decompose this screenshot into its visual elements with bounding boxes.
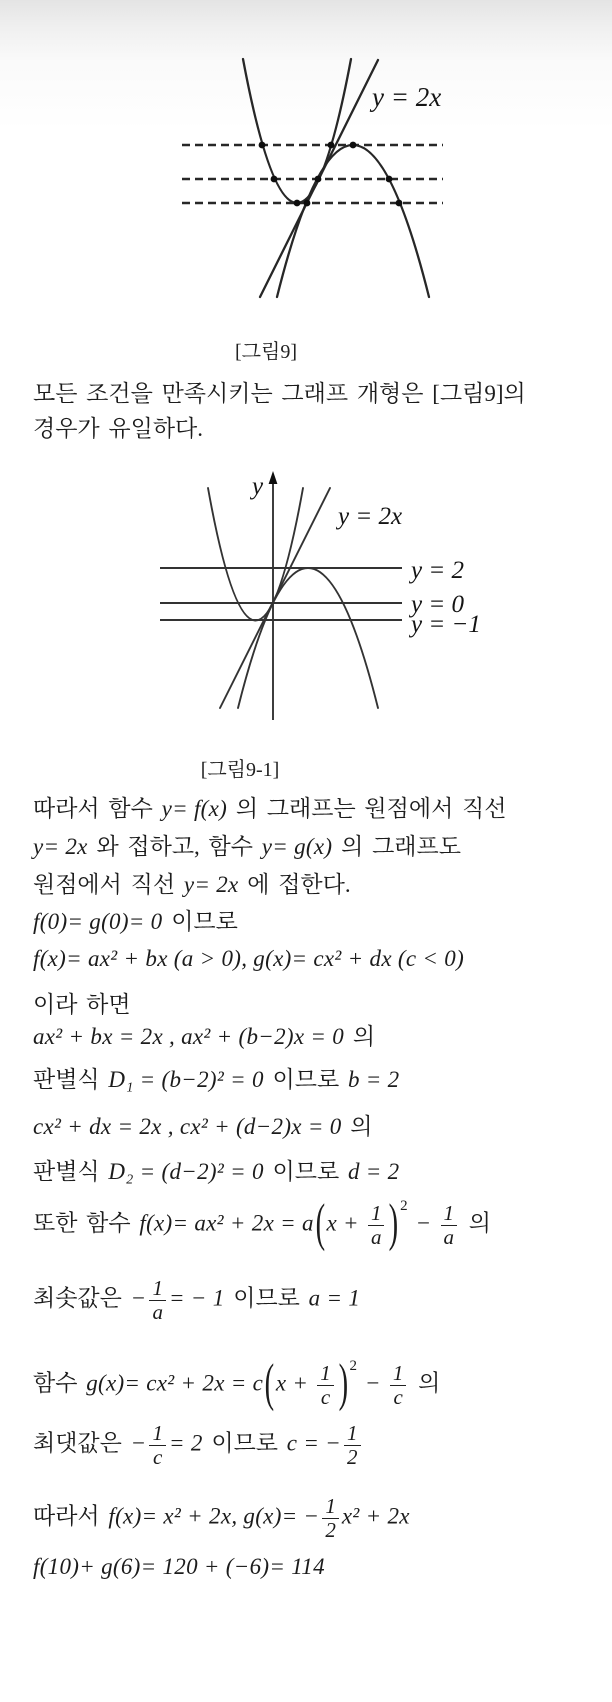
solution-line-discriminant-1: 판별식 D₁ = (b−2)² = 0 이므로 b = 2: [33, 1067, 400, 1092]
figure9-1-y-axis-arrowhead: [269, 471, 278, 484]
fraction-1-over-c: $\frac{1}{c}$: [390, 1362, 407, 1408]
solution-line-define-fg: f(x)= ax² + bx (a > 0), g(x)= cx² + dx (c < 0): [33, 946, 465, 971]
solution-line-min-value: 최솟값은 − $\frac{1}{a}$ = − 1 이므로 a = 1: [33, 1276, 361, 1324]
figure9-tangent-line-label: y = 2x: [372, 82, 442, 112]
figure9-1-label-y0: y = 0: [411, 591, 464, 618]
figure9-1-caption: [그림9-1]: [200, 759, 280, 781]
figure9-1-graph: [0, 465, 612, 727]
intro-text-line-2: 경우가 유일하다.: [33, 416, 204, 441]
big-paren-close: ): [389, 1192, 399, 1253]
squared-exponent: 2: [400, 1198, 408, 1215]
solution-line-f0-g0: f(0)= g(0)= 0 이므로: [33, 909, 238, 934]
squared-exponent: 2: [349, 1358, 357, 1375]
big-paren-open: (: [264, 1352, 275, 1413]
solution-line-f-vertex-form: 또한 함수 f(x)= ax² + 2x = a(x + $\frac{1}{a}$ ) 2 − $\frac{1}{a}$ 의: [33, 1202, 491, 1248]
fraction-1-over-c: $\frac{1}{c}$: [317, 1362, 334, 1408]
figure9-caption: [그림9]: [235, 341, 297, 363]
figure9-1-label-y2: y = 2: [411, 557, 464, 584]
solution-line-eq-f: ax² + bx = 2x , ax² + (b−2)x = 0 의: [33, 1024, 376, 1049]
solution-line-tangent-origin: 원점에서 직선 y= 2x 에 접한다.: [33, 872, 351, 897]
solution-line-final-answer: f(10)+ g(6)= 120 + (−6)= 114: [33, 1554, 325, 1579]
intro-text-line-1: 모든 조건을 만족시키는 그래프 개형은 [그림9]의: [33, 381, 526, 406]
solution-line-final-functions: 따라서 f(x)= x² + 2x, g(x)= − $\frac{1}{2}$ x² + 2x: [33, 1494, 410, 1542]
fraction-1-over-2: $\frac{1}{2}$: [322, 1495, 339, 1541]
figure9-1-y-axis-label: y: [252, 473, 264, 500]
figure9-1-upward-parabola: [208, 488, 303, 621]
figure9-1-downward-parabola: [238, 568, 378, 708]
solution-line-tangent-f: 따라서 함수 y= f(x) 의 그래프는 원점에서 직선: [33, 796, 507, 821]
figure9-upward-parabola: [243, 59, 351, 203]
figure9-intersection-dots: [259, 142, 403, 207]
solution-line-tangent-g: y= 2x 와 접하고, 함수 y= g(x) 의 그래프도: [33, 834, 461, 859]
solution-line-max-value: 최댓값은 − $\frac{1}{c}$ = 2 이므로 c = − $\frac{1}{2}$: [33, 1422, 364, 1468]
solution-line-g-vertex-form: 함수 g(x)= cx² + 2x = c(x + $\frac{1}{c}$ ) 2 − $\frac{1}{c}$ 의: [33, 1362, 440, 1408]
figure9-downward-parabola: [277, 145, 429, 297]
figure9-1-tangent-line-label: y = 2x: [338, 503, 403, 530]
big-paren-close: ): [338, 1352, 348, 1413]
solution-line-then: 이라 하면: [33, 992, 131, 1017]
fraction-1-over-2: $\frac{1}{2}$: [344, 1422, 361, 1468]
fraction-1-over-a: $\frac{1}{a}$: [149, 1277, 166, 1323]
fraction-1-over-a: $\frac{1}{a}$: [441, 1202, 458, 1248]
big-paren-open: (: [315, 1192, 325, 1253]
solution-line-discriminant-2: 판별식 D₂ = (d−2)² = 0 이므로 d = 2: [33, 1159, 400, 1184]
solution-line-eq-g: cx² + dx = 2x , cx² + (d−2)x = 0 의: [33, 1114, 373, 1139]
figure9-1-label-yneg1: y = −1: [411, 611, 481, 638]
fraction-1-over-c: $\frac{1}{c}$: [149, 1422, 166, 1468]
figure9-graph: [0, 40, 612, 310]
fraction-1-over-a: $\frac{1}{a}$: [368, 1202, 385, 1248]
